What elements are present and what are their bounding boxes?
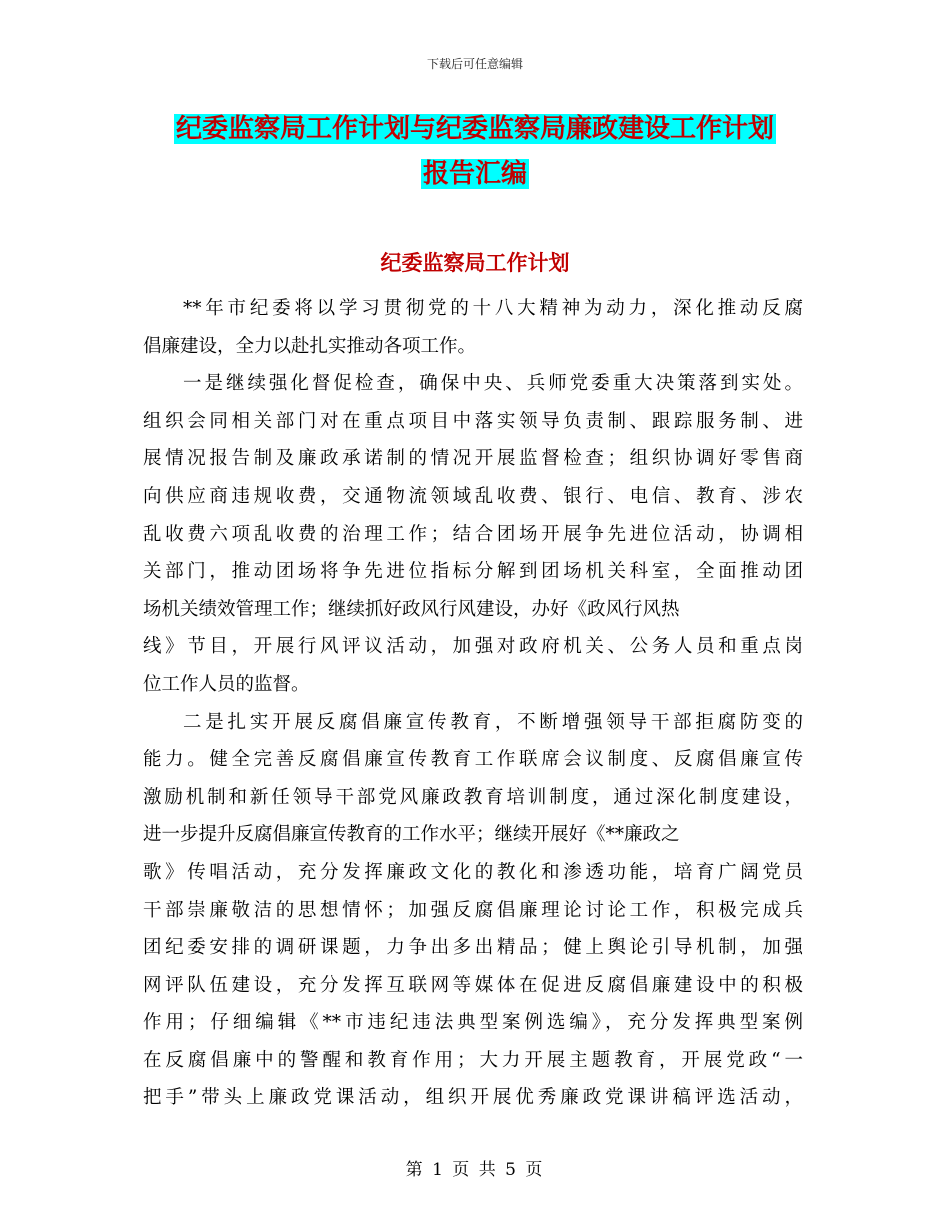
text-line: 乱收费六项乱收费的治理工作；结合团场开展争先进位活动，协调相 [143, 523, 803, 545]
text-line: **年市纪委将以学习贯彻党的十八大精神为动力，深化推动反腐 [183, 298, 803, 319]
text-line: 干部崇廉敬洁的思想情怀；加强反腐倡廉理论讨论工作，积极完成兵 [143, 899, 803, 921]
text-line: 在反腐倡廉中的警醒和教育作用；大力开展主题教育，开展党政“一 [143, 1049, 803, 1071]
text-line: 一是继续强化督促检查，确保中央、兵师党委重大决策落到实处。 [183, 373, 803, 395]
text-line: 展情况报告制及廉政承诺制的情况开展监督检查；组织协调好零售商 [143, 448, 803, 470]
text-line: 向供应商违规收费，交通物流领域乱收费、银行、电信、教育、涉农 [143, 485, 803, 507]
page-footer: 第 1 页 共 5 页 [405, 1160, 545, 1180]
text-line: 网评队伍建设，充分发挥互联网等媒体在促进反腐倡廉建设中的积极 [143, 974, 803, 996]
text-line: 二是扎实开展反腐倡廉宣传教育，不断增强领导干部拒腐防变的 [183, 711, 803, 733]
text-line: 把手”带头上廉政党课活动，组织开展优秀廉政党课讲稿评选活动， [143, 1087, 803, 1109]
body-text [143, 290, 803, 1117]
text-line: 场机关绩效管理工作；继续抓好政风行风建设，办好《政风行风热 [143, 598, 680, 620]
document-title-line-2: 报告汇编 [422, 159, 527, 189]
text-line: 激励机制和新任领导干部党风廉政教育培训制度，通过深化制度建设， [143, 786, 803, 808]
section-title: 纪委监察局工作计划 [380, 251, 570, 275]
text-line: 组织会同相关部门对在重点项目中落实领导负责制、跟踪服务制、进 [143, 410, 803, 432]
text-line: 倡廉建设，全力以赴扎实推动各项工作。 [143, 335, 477, 357]
text-line: 能力。健全完善反腐倡廉宣传教育工作联席会议制度、反腐倡廉宣传 [143, 749, 803, 771]
text-line: 团纪委安排的调研课题，力争出多出精品；健上舆论引导机制，加强 [143, 937, 803, 959]
text-line: 作用；仔细编辑《**市违纪违法典型案例选编》，充分发挥典型案例 [143, 1012, 803, 1034]
text-line: 歌》传唱活动，充分发挥廉政文化的教化和渗透功能，培育广阔党员 [143, 861, 803, 883]
text-line: 关部门，推动团场将争先进位指标分解到团场机关科室，全面推动团 [143, 561, 803, 583]
text-line: 进一步提升反腐倡廉宣传教育的工作水平；继续开展好《**廉政之 [143, 824, 680, 846]
text-line: 线》节目，开展行风评议活动，加强对政府机关、公务人员和重点岗 [143, 636, 803, 658]
header-note: 下载后可任意编辑 [426, 57, 523, 71]
text-line: 位工作人员的监督。 [143, 673, 310, 695]
document-title-line-1: 纪委监察局工作计划与纪委监察局廉政建设工作计划 [175, 114, 774, 144]
